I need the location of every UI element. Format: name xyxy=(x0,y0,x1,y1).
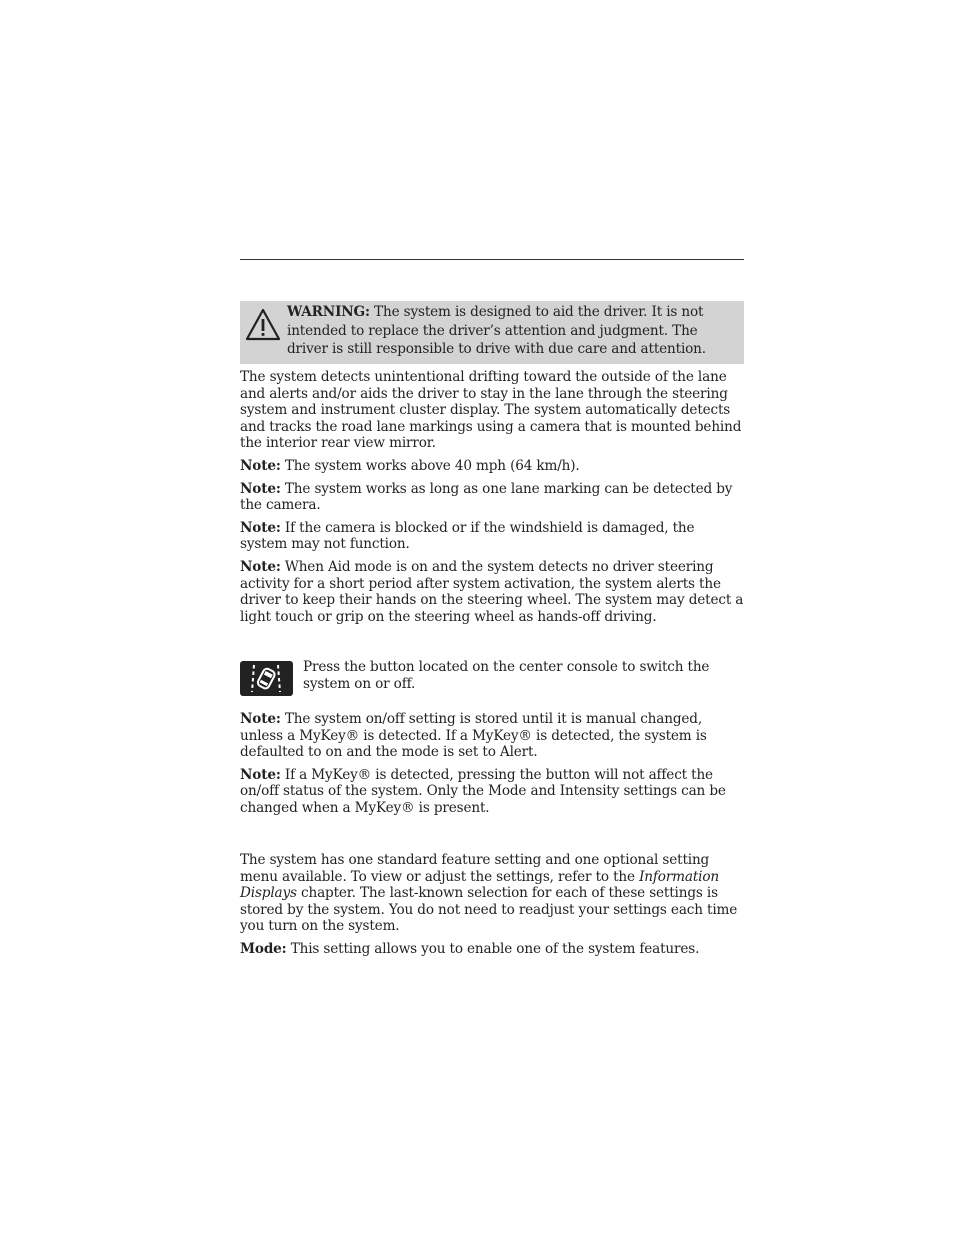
note-paragraph: Note: When Aid mode is on and the system detects no driver steering activity for a short period after system activation, the system alerts the driver to keep their hands on the steering wheel. The system may detect a light touch or grip on the steering wheel as hands-off driving. xyxy=(240,558,744,625)
note-paragraph: Note: The system works above 40 mph (64 km/h). xyxy=(240,457,580,474)
header-rule xyxy=(240,259,744,260)
settings-paragraph: The system has one standard feature setting and one optional setting menu available. To view or adjust the settings, refer to the Information Displays chapter. The last-known selection for each of these settings is stored by the system. You do not need to readjust your settings each time you turn on the system. xyxy=(240,852,738,935)
warning-text: WARNING: The system is designed to aid the driver. It is not intended to replace the driver’s attention and judgment. The driver is still responsible to drive with due care and attention. xyxy=(287,304,706,357)
intro-section xyxy=(240,369,744,625)
mode-paragraph: Mode: This setting allows you to enable one of the system features. xyxy=(240,940,700,957)
note-paragraph: Note: If a MyKey® is detected, pressing the button will not affect the on/off status of the system. Only the Mode and Intensity settings can be changed when a MyKey® is present. xyxy=(240,766,726,816)
button-instruction-text: Press the button located on the center console to switch the system on or off. xyxy=(303,659,710,692)
warning-triangle-icon xyxy=(245,307,281,343)
note-paragraph: Note: The system on/off setting is stored until it is manual changed, unless a MyKey® is detected. If a MyKey® is detected, the system is defaulted to on and the mode is set to Alert. xyxy=(240,711,707,761)
mode-label: Mode: xyxy=(240,940,287,957)
warning-box xyxy=(240,301,744,364)
note-paragraph: Note: If the camera is blocked or if the windshield is damaged, the system may not function. xyxy=(240,519,695,553)
intro-paragraph: The system detects unintentional drifting toward the outside of the lane and alerts and/or aids the driver to stay in the lane through the steering system and instrument cluster display. The system automatically detects and tracks the road lane markings using a camera that is mounted behind the interior rear view mirror. xyxy=(240,369,742,452)
lane-keeping-button-icon xyxy=(240,661,293,696)
mykey-notes xyxy=(240,711,744,817)
settings-section xyxy=(240,852,744,958)
note-paragraph: Note: The system works as long as one lane marking can be detected by the camera. xyxy=(240,480,733,514)
chapter-reference: Information Displays xyxy=(240,868,720,902)
button-instruction xyxy=(303,659,744,692)
warning-label: WARNING: xyxy=(287,304,370,320)
